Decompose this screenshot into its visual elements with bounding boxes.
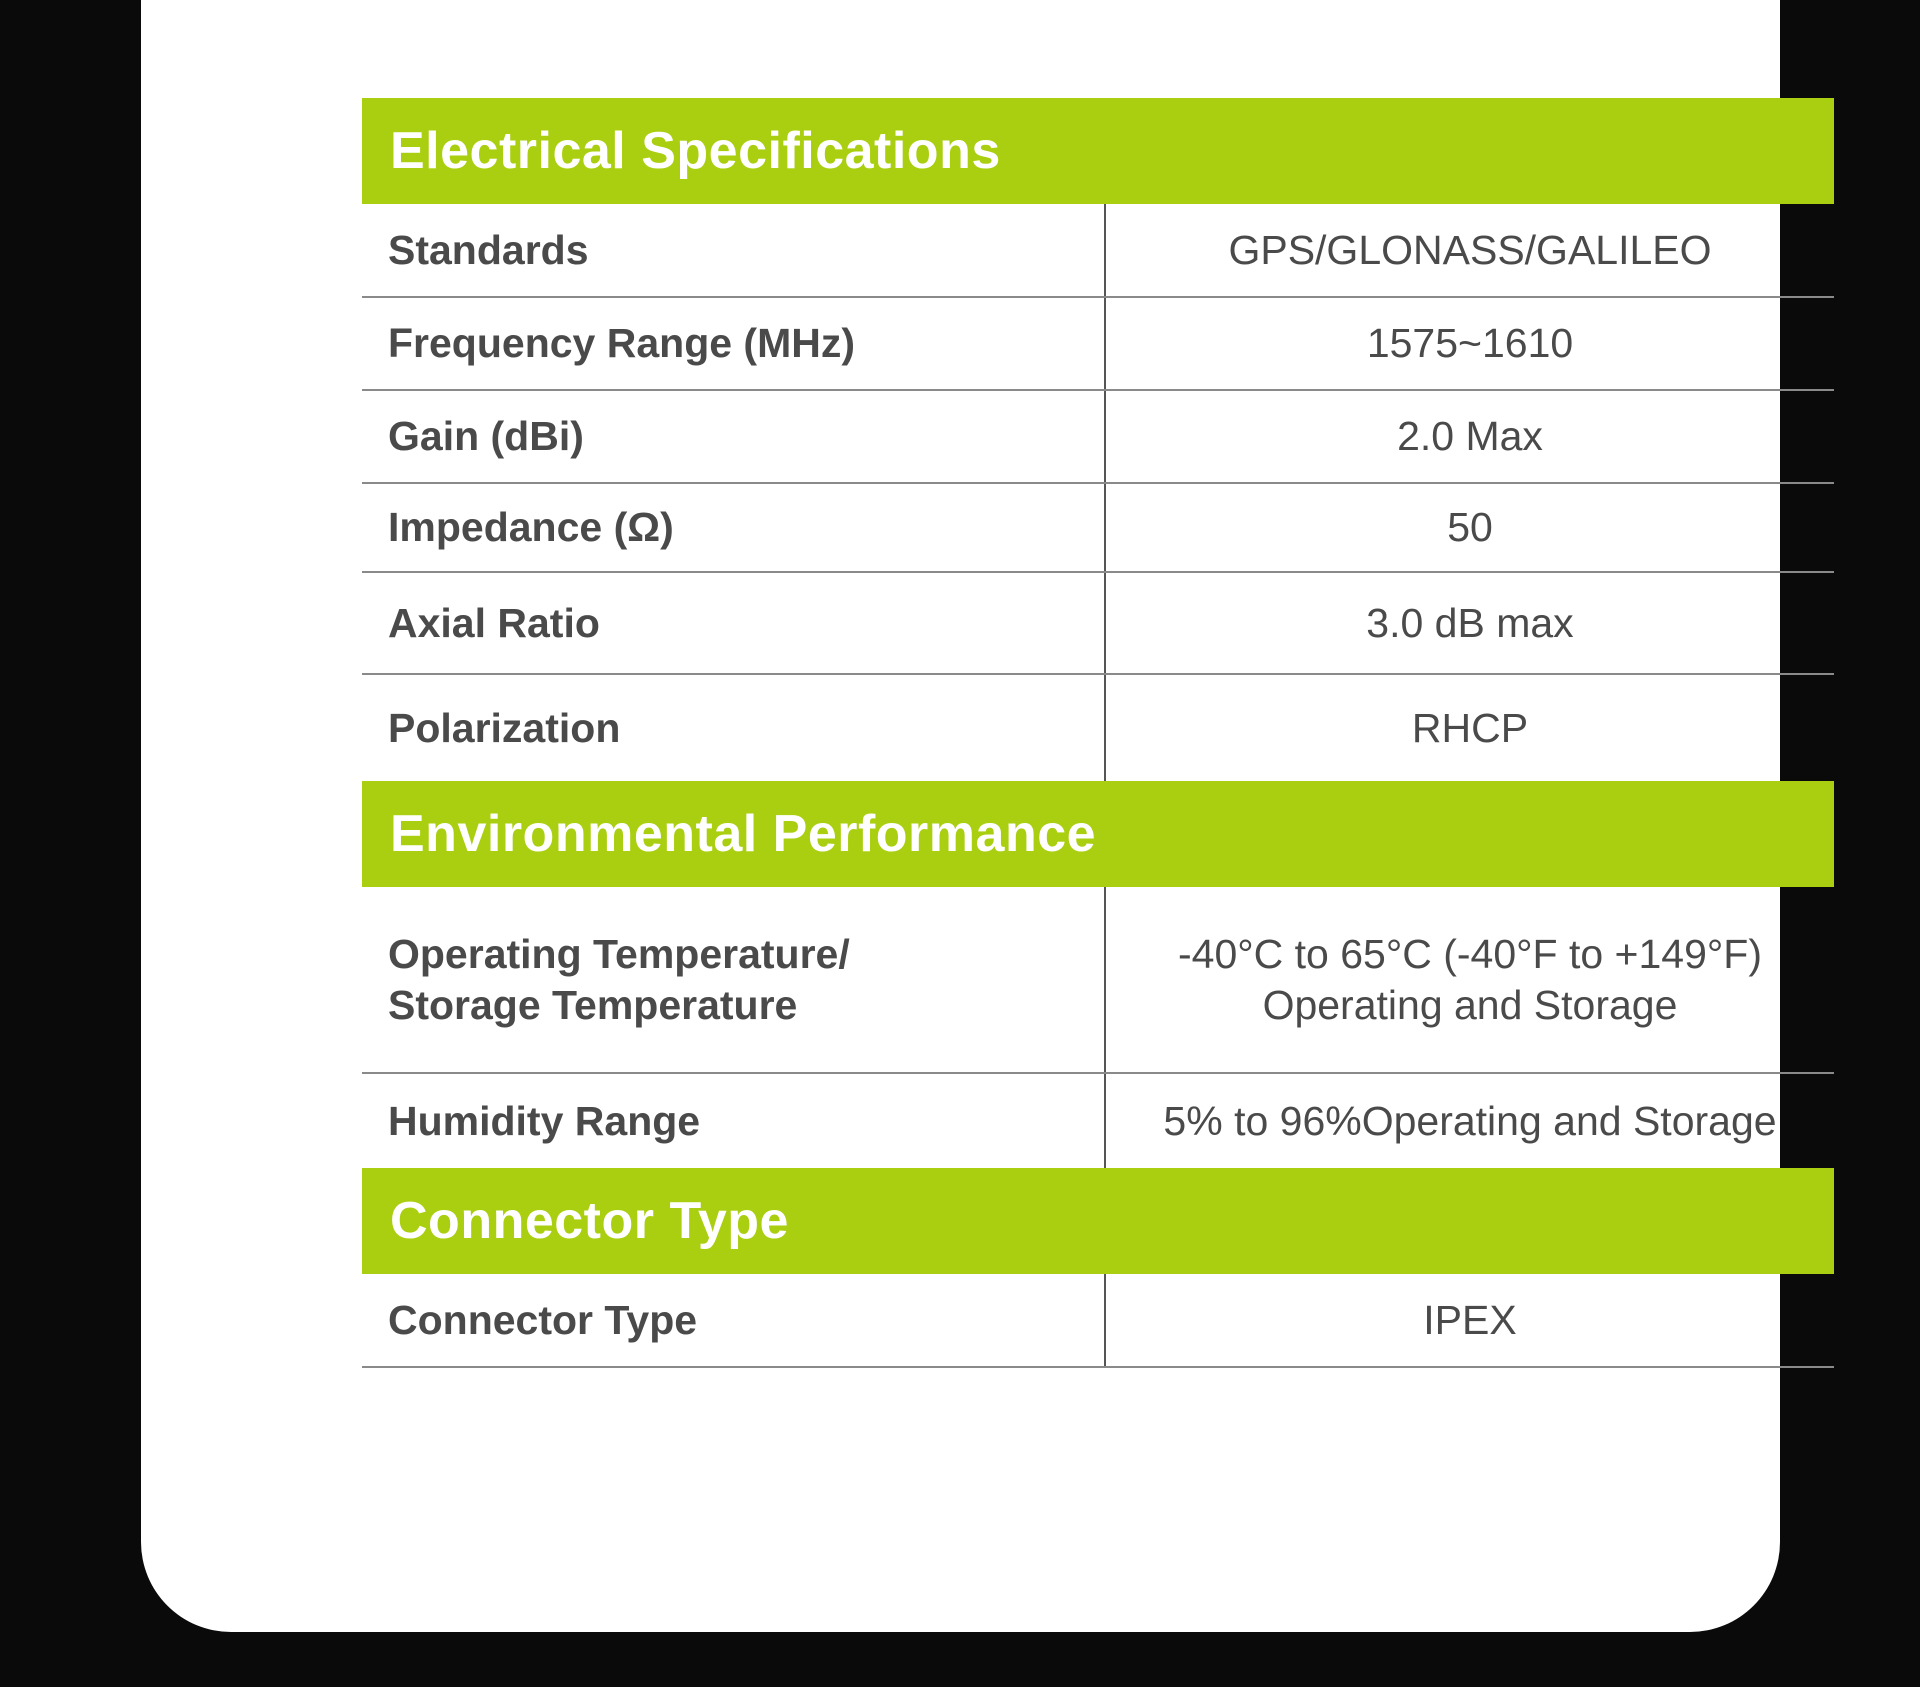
spec-label-line: Operating Temperature/ [388,931,850,978]
spec-row-connector-type [362,1274,1834,1368]
spec-value-line: -40°C to 65°C (-40°F to +149°F) [1177,931,1762,978]
section-title: Connector Type [390,1192,789,1250]
spec-label: Humidity Range [362,1074,1106,1168]
spec-value: 50 [1447,504,1493,551]
section-title: Electrical Specifications [390,122,1001,180]
section-header-electrical [362,98,1834,204]
spec-row-humidity [362,1074,1834,1168]
spec-row-polarization [362,675,1834,781]
spec-card [141,0,1780,1632]
spec-value: RHCP [1411,704,1529,751]
spec-label: Gain (dBi) [362,391,1106,482]
spec-label: Standards [362,204,1106,296]
spec-table [362,98,1834,1368]
spec-value-line: Operating and Storage [1262,981,1678,1028]
spec-label: Polarization [362,675,1106,781]
section-header-environmental [362,781,1834,887]
spec-row-gain [362,391,1834,484]
section-header-connector [362,1168,1834,1274]
spec-row-axial-ratio [362,573,1834,675]
spec-label-line: Storage Temperature [388,981,798,1028]
spec-value: 5% to 96%Operating and Storage [1163,1097,1777,1144]
spec-value: 1575~1610 [1366,320,1574,367]
section-title: Environmental Performance [390,805,1097,863]
spec-label [362,887,1106,1072]
spec-row-frequency-range [362,298,1834,391]
spec-value: GPS/GLONASS/GALILEO [1228,226,1712,273]
spec-row-temperature [362,887,1834,1074]
spec-label: Impedance (Ω) [362,484,1106,571]
spec-value [1106,887,1834,1072]
spec-label: Connector Type [362,1274,1106,1366]
spec-value: 3.0 dB max [1366,599,1574,646]
spec-row-impedance [362,484,1834,573]
spec-row-standards [362,204,1834,298]
spec-label: Axial Ratio [362,573,1106,673]
spec-value: IPEX [1423,1296,1517,1343]
spec-value: 2.0 Max [1397,413,1543,460]
spec-label: Frequency Range (MHz) [362,298,1106,389]
